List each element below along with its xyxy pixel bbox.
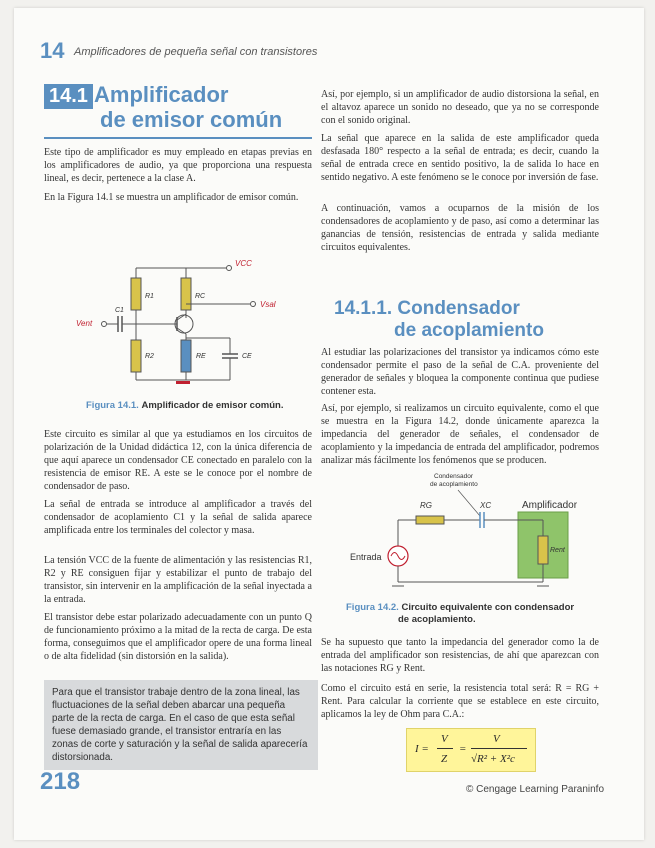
re-resistor [181,340,191,372]
section-rule [44,137,312,139]
figure-2-caption-line2: de acoplamiento. [398,614,476,625]
formula-v1: V [441,733,448,745]
subsection-title-line1: 14.1.1. Condensador [334,298,520,319]
figure-2-caption-line1: Circuito equivalente con condensador [401,602,575,613]
formula-z: Z [441,753,448,765]
rg-resistor [416,516,444,524]
formula-eq: = [459,743,467,755]
section-title [94,82,282,132]
rc-label: RC [195,293,206,300]
r1-resistor [131,278,141,310]
left-paragraph-3: Este circuito es similar al que ya estudiamos en los circuitos de polarización de la Unidad didáctica 12, con la única diferencia de que aquí aparece un condensador CE conectado en paralelo con la resistencia de emisor RE. A este se le conoce por el nombre de condensador de paso. [44,429,312,492]
right-paragraph-5: Así, por ejemplo, si realizamos un circuito equivalente, como el que se muestra en la Figura 14.2, donde únicamente aparezca la impedancia del generador de señales, el condensador de acoplamiento y la impedancia de entrada del amplificador, podremos analizar más fácilmente los fenómenos que se producen. [321,403,599,466]
r1-label: R1 [145,293,154,300]
entrada-label: Entrada [350,552,382,562]
formula-bar-2 [471,748,527,749]
right-paragraph-6: Se ha supuesto que tanto la impedancia del generador como la de entrada del amplificador son resistencias, de ahí que aparezcan con las notaciones RG y Rent. [321,637,599,674]
subsection-title-line2: de acoplamiento [394,320,544,341]
vcc-label: VCC [235,259,252,268]
right-paragraph-2: La señal que aparece en la salida de este amplificador queda desfasada 180° respecto a la señal de entrada; es decir, cuando la señal de entrada crece en sentido positivo, la de salida lo hace en sentido negativo. A este fenómeno se le conoce por inversión de fase. [321,133,599,183]
right-paragraph-7: Como el circuito está en serie, la resistencia total será: R = RG + Rent. Para calcular la corriente que se establece en este circuito, aplicamos la ley de Ohm para C.A.: [321,683,599,720]
r2-label: R2 [145,353,154,360]
right-paragraph-4: Al estudiar las polarizaciones del transistor ya indicamos cómo este condensador permite el paso de la señal de C.A. proveniente del generador de señales y bloquea la componente continua que pudiese contener esta. [321,347,599,397]
figure-1-label: Figura 14.1. [86,400,139,411]
section-number-badge: 14.1 [44,84,93,109]
left-paragraph-2: En la Figura 14.1 se muestra un amplificador de emisor común. [44,192,299,203]
publisher: © Cengage Learning Paraninfo [466,784,605,795]
formula-bar-1 [437,748,453,749]
chapter-title: Amplificadores de pequeña señal con transistores [74,46,318,58]
figure-1-caption-text: Amplificador de emisor común. [141,400,284,411]
right-paragraph-1: Así, por ejemplo, si un amplificador de audio distorsiona la señal, en el altavoz aparece un sonido no deseado, que ya no se corresponde con el sonido original. [321,89,599,126]
rent-label: Rent [550,547,565,554]
figure-2-circuit [332,470,592,598]
ce-label: CE [242,353,252,360]
figure-2-label: Figura 14.2. [346,602,399,613]
chapter-number: 14 [40,38,65,63]
page-number: 218 [40,768,81,795]
vsal-label: Vsal [260,300,276,309]
formula-i: I = [415,743,429,755]
left-paragraph-4: La señal de entrada se introduce al amplificador a través del condensador de acoplamiento C1 y la señal de salida aparece amplificada entre los terminales del colector y masa. [44,499,312,536]
cond-label-line1: Condensador [434,473,474,480]
re-label: RE [196,353,206,360]
left-paragraph-1: Este tipo de amplificador es muy empleado en etapas previas en los amplificadores de audio, ya que proporciona una respuesta lineal, es decir, pertenece a la clase A. [44,147,312,184]
figure-2-caption [346,602,576,626]
section-title-line2: de emisor común [100,107,283,132]
cond-label-line2: de acoplamiento [430,481,478,488]
figure-1-caption [86,400,283,412]
left-paragraph-5: La tensión VCC de la fuente de alimentación y las resistencias R1, R2 y RE consiguen fijar y estabilizar el punto de trabajo del transistor, sin intervenir en la amplificación de la señal inyectada a la entrada. [44,555,312,605]
formula-v2: V [493,733,500,745]
right-paragraph-3: A continuación, vamos a ocuparnos de la misión de los condensadores de acoplamiento y de paso, así como a determinar las ganancias de tensión, resistencias de entrada y salida mediante circuitos equivalentes. [321,203,599,253]
note-box: Para que el transistor trabaje dentro de la zona lineal, las fluctuaciones de la señal deben abarcar una pequeña parte de la recta de carga. En el caso de que esta señal fuese demasiado grande, el transistor entraría en las zonas de corte y saturación y la señal de salida aparecería distorsionada. [44,680,318,770]
formula-root: √R² + X²c [471,753,515,765]
amplifier-label: Amplificador [522,500,578,511]
section-title-line1: Amplificador [94,82,229,107]
rent-resistor [538,536,548,564]
document-page [14,8,644,840]
subsection-title [334,298,544,342]
rc-resistor [181,278,191,310]
left-paragraph-6: El transistor debe estar polarizado adecuadamente con un punto Q de funcionamiento próximo a la mitad de la recta de carga. De esta forma, conseguimos que el amplificador opere de una forma lineal o de alta fidelidad (sin distorsión en la salida). [44,612,312,662]
r2-resistor [131,340,141,372]
xc-label: XC [480,501,492,510]
figure-1-circuit [54,256,294,388]
vent-label: Vent [76,319,93,328]
ohm-law-formula [406,728,536,772]
rg-label: RG [420,501,432,510]
c1-label: C1 [115,307,124,314]
